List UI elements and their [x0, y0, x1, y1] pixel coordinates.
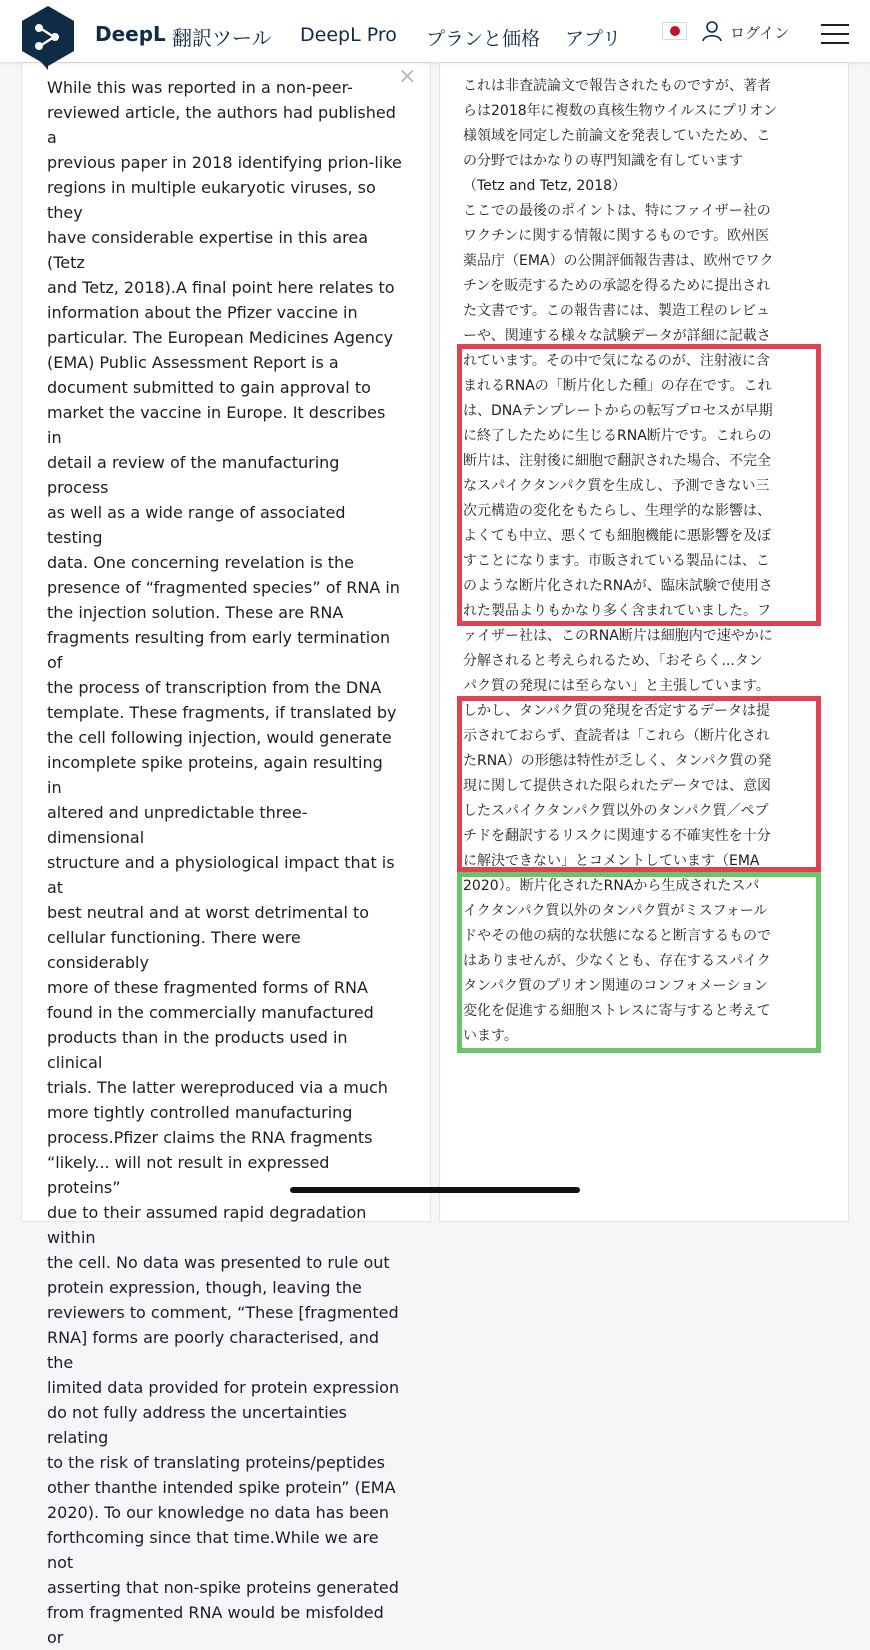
red-highlight-box: [457, 696, 821, 872]
hamburger-menu-icon[interactable]: [821, 24, 849, 44]
source-text-input[interactable]: While this was reported in a non-peer- reviewed article, the authors had published a previous paper in 2018 identifying prion-like regions in multiple eukaryotic viruses, so they have considerable expertise in this area (Tetz and Tetz, 2018).A final point here relates to information about the Pfizer vaccine in particular. The European Medicines Agency (EMA) Public Assessment Report is a document submitted to gain approval to market the vaccine in Europe. It describes in detail a review of the manufacturing process as well as a wide range of associated testing data. One concerning revelation is the presence of “fragmented species” of RNA in the injection solution. These are RNA fragments resulting from early termination of the process of transcription from the DNA template. These fragments, if translated by the cell following injection, would generate incomplete spike proteins, again resulting in altered and unpredictable three-dimensional structure and a physiological impact that is at best neutral and at worst detrimental to cellular functioning. There were considerably more of these fragmented forms of RNA found in the commercially manufactured products than in the products used in clinical trials. The latter wereproduced via a much more tightly controlled manufacturing process.Pfizer claims the RNA fragments “likely... will not result in expressed proteins” due to their assumed rapid degradation within the cell. No data was presented to rule out protein expression, though, leaving the reviewers to comment, “These [fragmented RNA] forms are poorly characterised, and the limited data provided for protein expression do not fully address the uncertainties relating to the risk of translating proteins/peptides other thanthe intended spike protein” (EMA 2020). To our knowledge no data has been forthcoming since that time.While we are not asserting that non-spike proteins generated from fragmented RNA would be misfolded or: [47, 78, 402, 1647]
deepl-logo-icon[interactable]: [19, 4, 77, 70]
brand-name[interactable]: DeepL: [95, 22, 166, 46]
red-highlight-box: [457, 344, 821, 626]
nav-deepl-pro[interactable]: DeepL Pro: [300, 24, 397, 46]
clear-text-icon[interactable]: ×: [398, 64, 417, 89]
nav-pricing[interactable]: プランと価格: [426, 28, 541, 50]
japan-flag-icon[interactable]: [662, 22, 687, 40]
brand-subtitle[interactable]: 翻訳ツール: [172, 26, 272, 50]
home-indicator[interactable]: [290, 1187, 580, 1193]
translated-text: これは非査読論文で報告されたものですが、著者 らは2018年に複数の真核生物ウイルスにプリオン 様領域を同定した前論文を発表していたため、こ の分野ではかなりの専門知識を有しています （Tetz and Tetz, 2018） ここでの最後のポイントは、特にファイザー社の ワクチンに関する情報に関するものです。欧州医 薬品庁（EMA）の公開評価報告書は、欧州でワク チンを販売するための承認を得るために提出され た文書です。この報告書には、製造工程のレビュ ーや、関連する様々な試験データが詳細に記載さ れています。その中で気になるのが、注射液に含 まれるRNAの「断片化した種」の存在です。これ は、DNAテンプレートからの転写プロセスが早期 に終了したために生じるRNA断片です。これらの 断片は、注射後に細胞で翻訳された場合、不完全 なスパイクタンパク質を生成し、予測できない三 次元構造の変化をもたらし、生理学的な影響は、 よくても中立、悪くても細胞機能に悪影響を及ぼ すことになります。市販されている製品には、こ のような断片化されたRNAが、臨床試験で使用さ れた製品よりもかなり多く含まれていました。フ ァイザー社は、このRNA断片は細胞内で速やかに 分解されると考えられるため、「おそらく...タン パク質の発現には至らない」と主張しています。 しかし、タンパク質の発現を否定するデータは提 示されておらず、査読者は「これら（断片化され たRNA）の形態は特性が乏しく、タンパク質の発 現に関して提供された限られたデータでは、意図 したスパイクタンパク質以外のタンパク質／ペプ チドを翻訳するリスクに関連する不確実性を十分 に解決できない」とコメントしています（EMA 2020）。断片化されたRNAから生成されたスパ イクタンパク質以外のタンパク質がミスフォール ドやその他の病的な状態になると断言するもので はありませんが、少なくとも、存在するスパイク タンパク質のプリオン関連のコンフォメーション 変化を促進する細胞ストレスに寄与すると考えて います。: [463, 78, 778, 1044]
user-icon[interactable]: [702, 20, 722, 42]
nav-apps[interactable]: アプリ: [565, 28, 622, 50]
green-highlight-box: [457, 872, 821, 1053]
top-navigation-bar: [0, 0, 870, 62]
login-link[interactable]: ログイン: [730, 24, 790, 42]
